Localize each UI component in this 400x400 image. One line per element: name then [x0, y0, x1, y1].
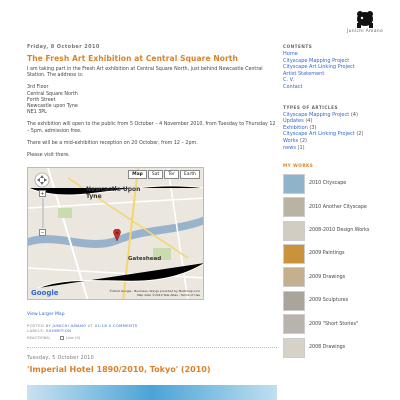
- work-label[interactable]: 2009 "Short Stories": [309, 321, 359, 327]
- type-item[interactable]: [283, 125, 393, 132]
- contents-link-statement[interactable]: Artist Statement: [283, 70, 325, 77]
- address-line: Forth Street: [27, 97, 56, 103]
- work-thumbnail[interactable]: [283, 291, 305, 311]
- map-pan-control[interactable]: [34, 172, 50, 188]
- types-heading: TYPES OF ARTICLES: [283, 104, 338, 110]
- footer-at: AT: [87, 323, 94, 329]
- type-count: (3): [309, 124, 317, 131]
- type-item[interactable]: [283, 118, 393, 125]
- address-line: NE1 3PL: [27, 110, 47, 116]
- work-label[interactable]: 2008 Drawings: [309, 345, 346, 351]
- post-image: [27, 385, 277, 400]
- address-line: Newcastle upon Tyne: [27, 104, 78, 110]
- post-paragraph: Please visit there.: [27, 153, 70, 159]
- work-item[interactable]: [283, 336, 393, 359]
- contents-link-cv[interactable]: C. V.: [283, 77, 295, 84]
- contents-heading: CONTENTS: [283, 44, 313, 49]
- type-count: (2): [356, 131, 364, 138]
- post-date: Tuesday, 5 October 2010: [27, 356, 94, 362]
- embedded-map[interactable]: [27, 167, 204, 300]
- map-type-switcher: [127, 170, 200, 179]
- post-title[interactable]: 'Imperial Hotel 1890/2010, Tokyo' (2010): [27, 365, 211, 375]
- like-checkbox[interactable]: [60, 336, 64, 340]
- work-label[interactable]: 2009 Sculptures: [309, 298, 349, 304]
- type-label[interactable]: Cityscape Art Linking Project: [283, 131, 355, 138]
- type-label[interactable]: news: [283, 144, 296, 151]
- map-type-map[interactable]: Map: [128, 170, 147, 179]
- work-thumbnail[interactable]: [283, 221, 305, 241]
- work-thumbnail[interactable]: [283, 197, 305, 217]
- type-item[interactable]: [283, 112, 393, 119]
- work-item[interactable]: [283, 172, 393, 195]
- type-label[interactable]: Updates: [283, 118, 304, 125]
- logo-text: Junichi Amano: [346, 29, 383, 34]
- footer-author[interactable]: JUNICHI AMANO: [52, 323, 87, 329]
- map-type-earth[interactable]: Earth: [180, 170, 200, 179]
- footer-posted-by: POSTED BY: [27, 323, 51, 329]
- logo-icon: [354, 8, 376, 28]
- contents-link-contact[interactable]: Contact: [283, 83, 303, 90]
- reactions-label: REACTIONS:: [27, 335, 51, 341]
- post-intro: I am taking part in the Fresh Art exhibition at Central Square North, just behind Newcastle Central Station. The address is:: [27, 67, 263, 79]
- footer-time[interactable]: 01:18: [94, 323, 108, 329]
- sidebar: [283, 44, 393, 359]
- post-footer: [27, 323, 277, 333]
- map-zoom-control: [39, 190, 46, 236]
- work-item[interactable]: [283, 289, 393, 312]
- work-label[interactable]: 2009 Paintings: [309, 251, 345, 257]
- map-copyright-line: ©2010 Google - Business ratings provided by Multimap.com: [109, 289, 200, 294]
- zoom-slider[interactable]: [42, 198, 44, 228]
- type-label[interactable]: Exhibition: [283, 124, 308, 131]
- zoom-in-button[interactable]: +: [40, 191, 45, 198]
- like-label: Like (0): [66, 335, 81, 341]
- work-item[interactable]: [283, 219, 393, 242]
- google-logo: Google: [31, 289, 59, 298]
- work-label[interactable]: 2010 Cityscape: [309, 181, 347, 187]
- main-column: [27, 44, 277, 374]
- contents-link-linking[interactable]: Cityscape Art Linking Project: [283, 64, 355, 71]
- work-item[interactable]: [283, 266, 393, 289]
- post-paragraph: The exhibition will open to the public from 5 October – 4 November 2010, from Tuesday to Thursday 12 – 5pm, admission free.: [27, 122, 276, 134]
- post-title[interactable]: The Fresh Art Exhibition at Central Square North: [27, 54, 238, 63]
- contents-link-mapping[interactable]: Cityscape Mapping Project: [283, 57, 350, 64]
- reactions: [27, 335, 277, 340]
- type-count: (4): [305, 118, 313, 125]
- footer-label-link[interactable]: EXHIBITION: [46, 328, 72, 334]
- type-item[interactable]: [283, 131, 393, 138]
- footer-comments[interactable]: 0 COMMENTS: [108, 323, 138, 329]
- post-date: Friday, 8 October 2010: [27, 44, 100, 50]
- map-copyright: [109, 290, 200, 297]
- map-marker-icon[interactable]: [113, 226, 121, 245]
- work-item[interactable]: [283, 196, 393, 219]
- footer-labels-prefix: LABELS:: [27, 328, 45, 334]
- type-label[interactable]: Cityscape Mapping Project: [283, 111, 350, 118]
- post-body: [27, 67, 277, 159]
- type-count: (4): [350, 111, 358, 118]
- map-copyright-line: Map data ©2010 Tele Atlas - Terms of Use: [136, 292, 200, 297]
- type-count: (1): [297, 144, 305, 151]
- address-line: Central Square North: [27, 91, 78, 97]
- type-label[interactable]: Works: [283, 137, 299, 144]
- work-item[interactable]: [283, 242, 393, 265]
- works-heading: MY WORKS: [283, 163, 314, 169]
- work-item[interactable]: [283, 312, 393, 335]
- map-type-ter[interactable]: Ter: [164, 170, 179, 179]
- type-item[interactable]: [283, 138, 393, 145]
- zoom-out-button[interactable]: −: [40, 230, 45, 237]
- work-label[interactable]: 2009 Drawings: [309, 274, 346, 280]
- type-count: (2): [299, 137, 307, 144]
- types-list: [283, 112, 393, 152]
- work-label[interactable]: 2008-2010 Design Works: [309, 228, 370, 234]
- view-larger-map-link[interactable]: View Larger Map: [27, 312, 65, 318]
- map-type-sat[interactable]: Sat: [148, 170, 163, 179]
- contents-link-home[interactable]: Home: [283, 51, 298, 57]
- type-item[interactable]: [283, 145, 393, 152]
- post-divider: [27, 347, 277, 348]
- work-thumbnail[interactable]: [283, 314, 305, 334]
- address-line: 3rd Floor: [27, 85, 49, 91]
- work-thumbnail[interactable]: [283, 338, 305, 358]
- map-area-label: Gateshead: [128, 256, 162, 263]
- contents-list: [283, 51, 393, 91]
- post-paragraph: There will be a mid-exhibition reception on 20 October, from 12 – 2pm.: [27, 140, 198, 146]
- pan-icon: [34, 172, 50, 188]
- work-thumbnail[interactable]: [283, 174, 305, 194]
- works-list: [283, 172, 393, 359]
- map-city-label: Newcastle Upon Tyne: [86, 186, 141, 201]
- work-thumbnail[interactable]: [283, 244, 305, 264]
- work-label[interactable]: 2010 Another Cityscape: [309, 204, 367, 210]
- work-thumbnail[interactable]: [283, 267, 305, 287]
